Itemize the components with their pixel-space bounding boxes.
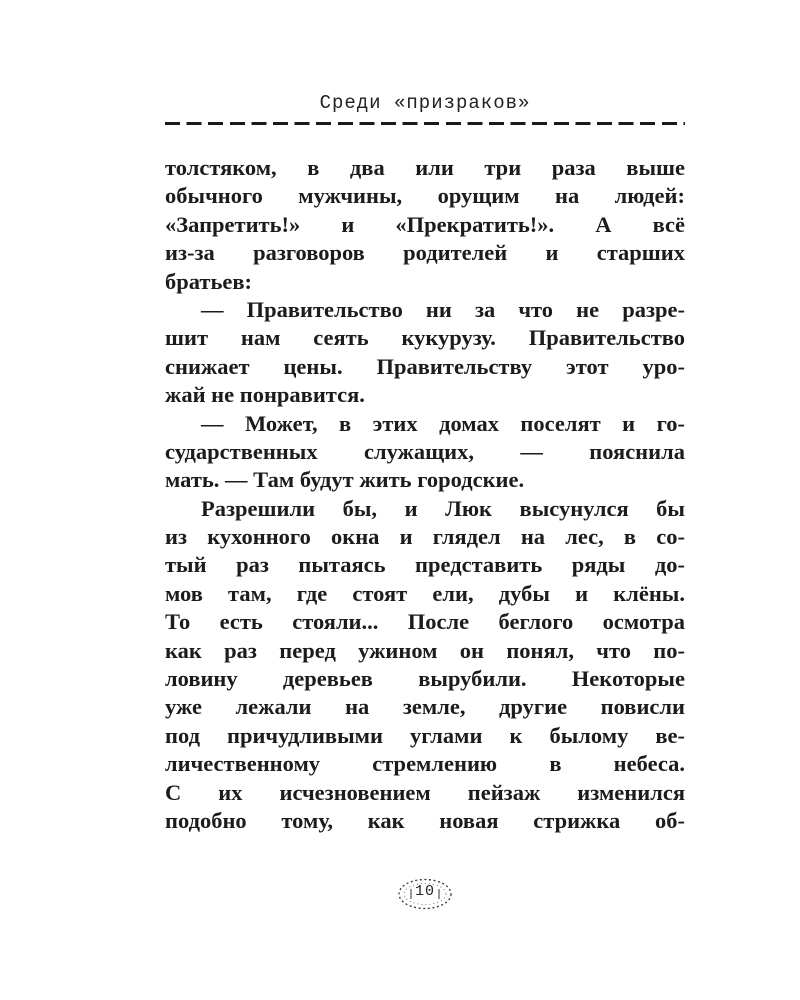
text-line: толстяком, в два или три раза выше (165, 155, 685, 180)
text-line: как раз перед ужином он понял, что по- (165, 637, 685, 663)
text-line: под причудливыми углами к былому ве- (165, 722, 685, 748)
text-line: «Запретить!» и «Прекратить!». А всё (165, 211, 685, 237)
text-line: мов там, где стоят ели, дубы и клёны. (165, 580, 685, 606)
text-line: С их исчезновением пейзаж изменился (165, 779, 685, 805)
text-line: шит нам сеять кукурузу. Правительство (165, 325, 685, 351)
page-number: 10 (414, 883, 435, 900)
text-line: братьев: (165, 268, 253, 294)
page-number-badge (396, 877, 454, 911)
text-line: сударственных служащих, — пояснила (165, 438, 685, 464)
running-head-rule (165, 122, 685, 125)
text-line: личественному стремлению в небеса. (165, 751, 685, 777)
text-line: снижает цены. Правительству этот уро- (165, 353, 685, 379)
running-head: Среди «призраков» (319, 92, 531, 114)
text-line: тый раз пытаясь представить ряды до- (165, 552, 685, 578)
text-line: уже лежали на земле, другие повисли (165, 694, 685, 720)
text-line: Разрешили бы, и Люк высунулся бы (201, 495, 685, 521)
text-line: — Правительство ни за что не разре- (201, 296, 685, 322)
text-line: подобно тому, как новая стрижка об- (165, 807, 685, 833)
text-line: из-за разговоров родителей и старших (165, 240, 685, 266)
text-line: жай не понравится. (165, 382, 365, 408)
text-line: из кухонного окна и глядел на лес, в со- (165, 524, 685, 550)
text-line: ловину деревьев вырубили. Некоторые (165, 666, 685, 692)
text-line: обычного мужчины, орущим на людей: (165, 183, 685, 209)
body-text (165, 154, 685, 835)
text-line: То есть стояли... После беглого осмотра (165, 609, 685, 635)
text-line: — Может, в этих домах поселят и го- (201, 410, 685, 436)
text-line: мать. — Там будут жить городские. (165, 467, 525, 493)
